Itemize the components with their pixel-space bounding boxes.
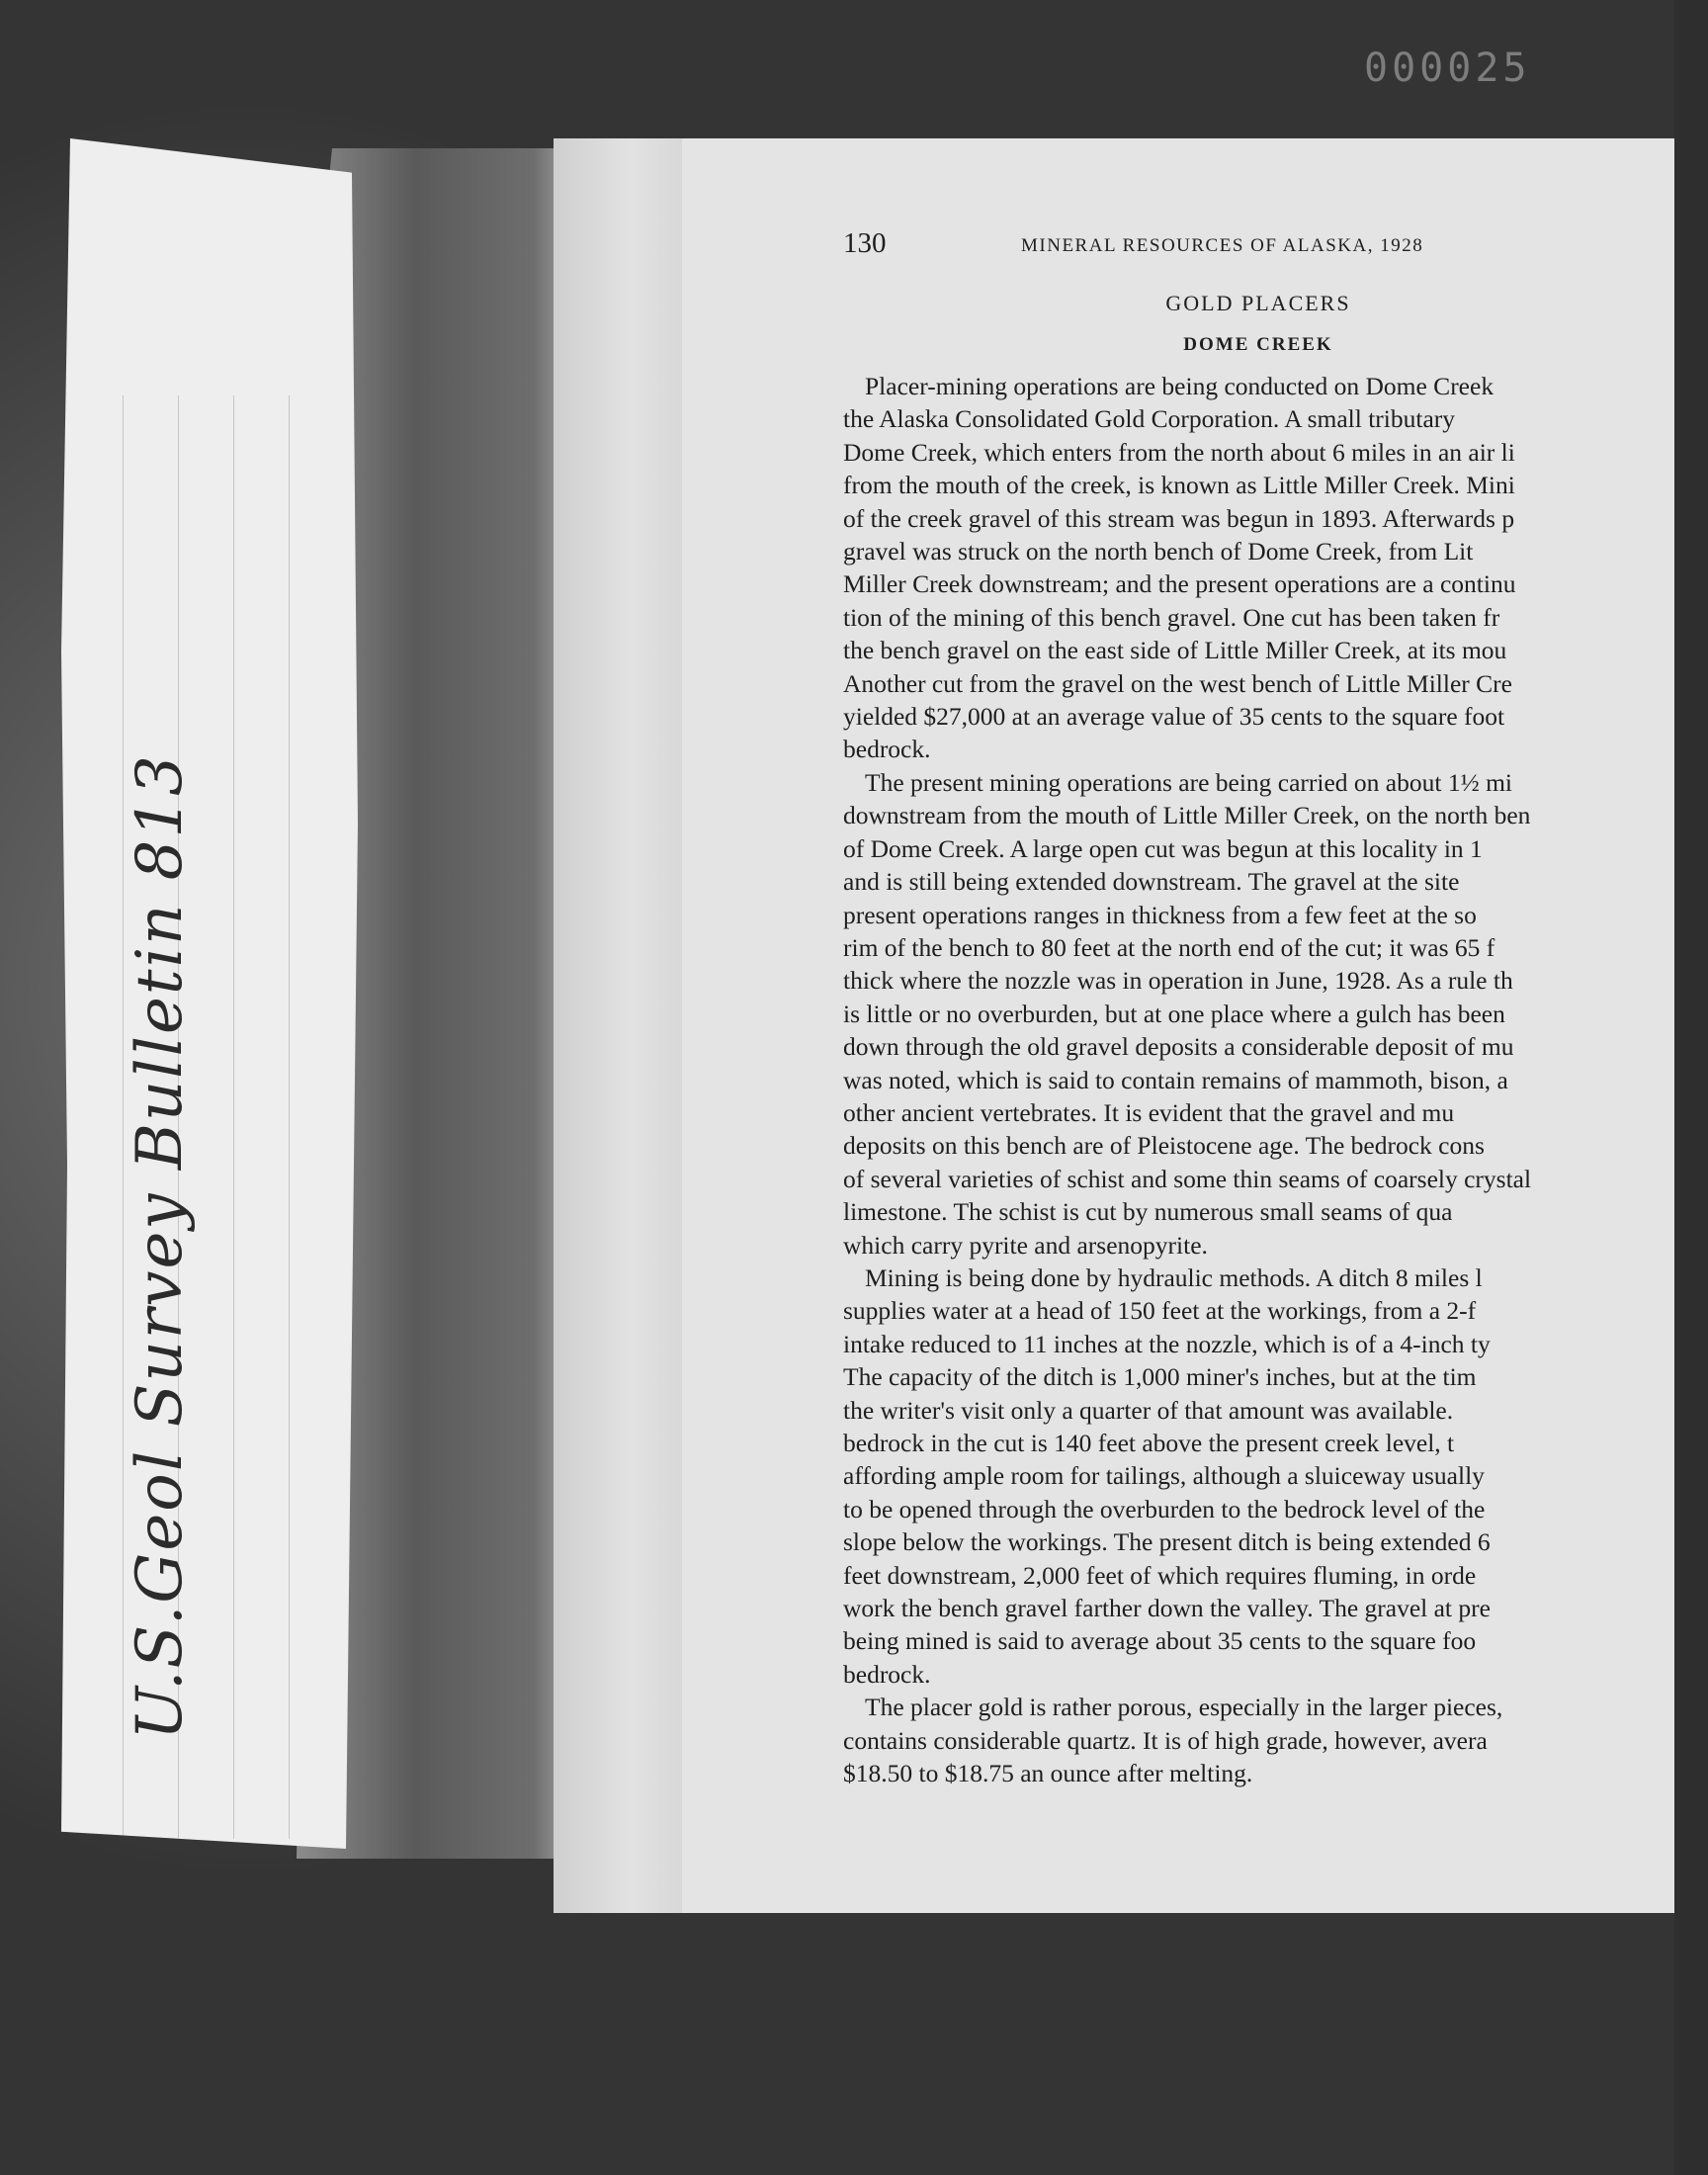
text-line: Placer-mining operations are being conducted on Dome Creek: [865, 372, 1494, 400]
text-line: bedrock.: [843, 735, 931, 764]
page-fold: [554, 138, 682, 1913]
text-line: bedrock in the cut is 140 feet above the present creek level, t: [843, 1429, 1455, 1457]
text-line: The present mining operations are being carried on about 1½ mi: [865, 767, 1513, 797]
text-line: The capacity of the ditch is 1,000 miner's inches, but at the tim: [843, 1362, 1477, 1392]
text-line: other ancient vertebrates. It is evident that the gravel and mu: [843, 1097, 1455, 1127]
text-line: is little or no overburden, but at one place where a gulch has been: [843, 999, 1505, 1028]
body-text: [843, 370, 1673, 1789]
text-line: present operations ranges in thickness from a few feet at the so: [843, 900, 1477, 929]
running-head: [843, 227, 1673, 271]
text-line: bedrock.: [843, 1659, 931, 1689]
text-line: contains considerable quartz. It is of high grade, however, avera: [843, 1725, 1488, 1755]
text-line: being mined is said to average about 35 cents to the square foo: [843, 1626, 1477, 1656]
text-line: of the creek gravel of this stream was begun in 1893. Afterwards p: [843, 503, 1515, 533]
text-line: yielded $27,000 at an average value of 35 cents to the square foot: [843, 702, 1505, 732]
page-edge-shadow: [1674, 0, 1708, 2175]
text-line: deposits on this bench are of Pleistocene age. The bedrock cons: [843, 1131, 1485, 1161]
text-line: tion of the mining of this bench gravel. One cut has been taken fr: [843, 602, 1500, 632]
label-strip: [61, 138, 358, 1849]
text-line: rim of the bench to 80 feet at the north end of the cut; it was 65 f: [843, 932, 1495, 962]
text-line: of Dome Creek. A large open cut was begun at this locality in 1: [843, 833, 1483, 863]
text-line: The placer gold is rather porous, especially in the larger pieces,: [865, 1693, 1503, 1722]
text-line: Miller Creek downstream; and the present operations are a continu: [843, 569, 1516, 599]
ruled-line: [233, 395, 234, 1839]
ruled-line: [289, 395, 290, 1839]
text-line: to be opened through the overburden to the bedrock level of the: [843, 1494, 1486, 1523]
running-head-title: MINERAL RESOURCES OF ALASKA, 1928: [1021, 235, 1424, 256]
text-line: supplies water at a head of 150 feet at the workings, from a 2-f: [843, 1296, 1477, 1326]
paragraph: [843, 766, 1673, 1262]
page-content: [843, 227, 1673, 1789]
text-line: slope below the workings. The present ditch is being extended 6: [843, 1527, 1491, 1557]
text-line: which carry pyrite and arsenopyrite.: [843, 1230, 1208, 1260]
stamp-number: 000025: [1364, 45, 1531, 91]
text-line: intake reduced to 11 inches at the nozzle, which is of a 4-inch ty: [843, 1329, 1491, 1358]
text-line: feet downstream, 2,000 feet of which requires fluming, in orde: [843, 1560, 1477, 1590]
text-line: the writer's visit only a quarter of that amount was available.: [843, 1395, 1454, 1425]
text-line: Mining is being done by hydraulic methods. A ditch 8 miles l: [865, 1262, 1483, 1292]
section-heading: GOLD PLACERS: [1165, 291, 1351, 315]
paragraph: [843, 1262, 1673, 1691]
text-line: Dome Creek, which enters from the north about 6 miles in an air li: [843, 437, 1515, 467]
text-line: work the bench gravel farther down the valley. The gravel at pre: [843, 1594, 1491, 1623]
text-line: of several varieties of schist and some thin seams of coarsely crystal: [843, 1164, 1532, 1193]
handwritten-note: U.S.Geol Survey Bulletin 813: [124, 753, 197, 1740]
text-line: was noted, which is said to contain remains of mammoth, bison, a: [843, 1065, 1508, 1094]
text-line: affording ample room for tailings, although a sluiceway usually: [843, 1461, 1485, 1491]
text-line: and is still being extended downstream. The gravel at the site: [843, 867, 1460, 897]
subheading: DOME CREEK: [1183, 334, 1333, 355]
text-line: the Alaska Consolidated Gold Corporation. A small tributary: [843, 404, 1456, 434]
text-line: limestone. The schist is cut by numerous small seams of qua: [843, 1197, 1453, 1227]
text-line: from the mouth of the creek, is known as Little Miller Creek. Mini: [843, 471, 1515, 500]
paragraph: [843, 1691, 1673, 1789]
text-line: thick where the nozzle was in operation in June, 1928. As a rule th: [843, 966, 1513, 996]
text-line: the bench gravel on the east side of Little Miller Creek, at its mou: [843, 636, 1507, 665]
text-line: down through the old gravel deposits a considerable deposit of mu: [843, 1032, 1514, 1062]
text-line: $18.50 to $18.75 an ounce after melting.: [843, 1759, 1253, 1788]
text-line: Another cut from the gravel on the west bench of Little Miller Cre: [843, 668, 1512, 698]
text-line: downstream from the mouth of Little Miller Creek, on the north ben: [843, 801, 1531, 830]
paragraph: [843, 370, 1673, 766]
page-number: 130: [843, 227, 887, 259]
text-line: gravel was struck on the north bench of Dome Creek, from Lit: [843, 537, 1474, 566]
